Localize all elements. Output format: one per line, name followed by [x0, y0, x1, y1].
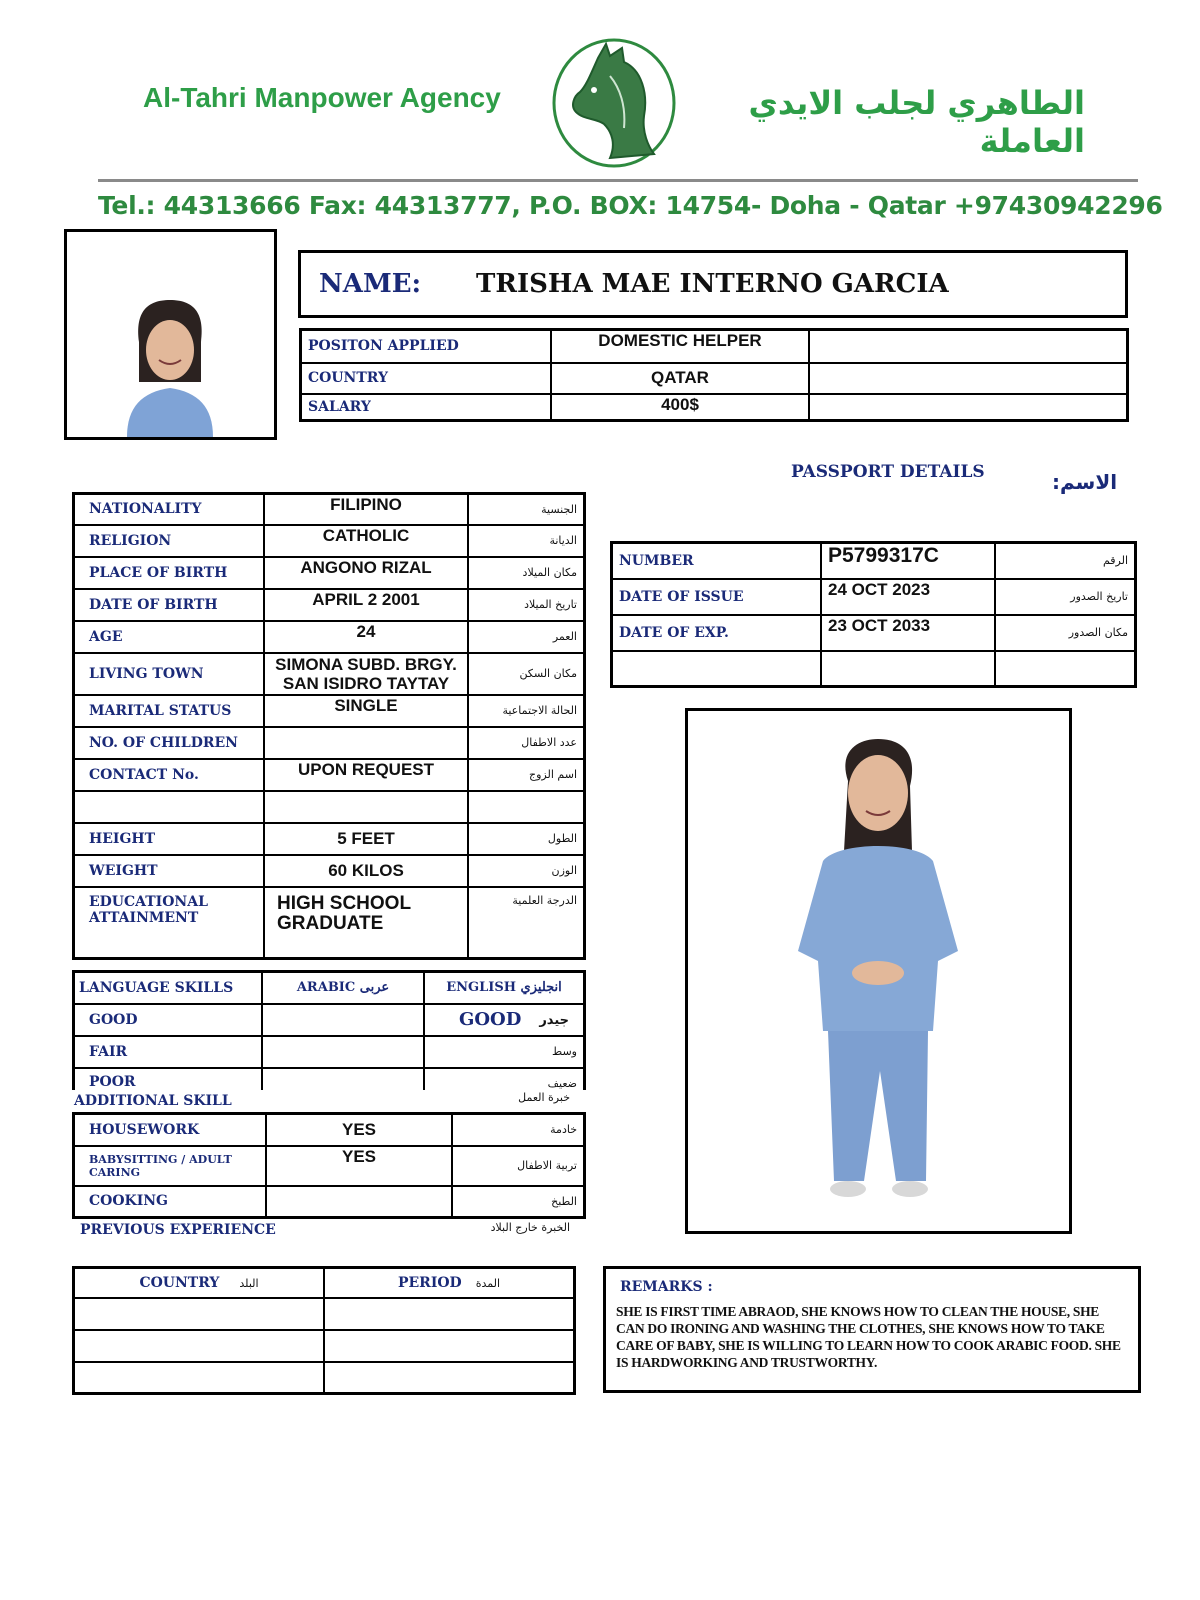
- passport-table: [610, 541, 1137, 688]
- table-row: [612, 543, 1136, 579]
- table-row: [74, 823, 585, 855]
- country-label: COUNTRY: [301, 363, 552, 394]
- children-label: NO. OF CHILDREN: [74, 727, 265, 759]
- housework-arabic: خادمة: [452, 1114, 585, 1146]
- nationality-label: NATIONALITY: [74, 494, 265, 525]
- issue-date-label: DATE OF ISSUE: [612, 579, 822, 615]
- passport-number-value: P5799317C: [821, 543, 995, 579]
- name-box: [298, 250, 1128, 318]
- english-good-value: GOOD: [459, 1009, 522, 1030]
- babysitting-arabic: تربية الاطفال: [452, 1146, 585, 1186]
- religion-arabic: الديانة: [468, 525, 585, 557]
- empty-cell: [821, 651, 995, 687]
- country-column-arabic: البلد: [239, 1276, 259, 1290]
- date-of-birth-value: APRIL 2 2001: [264, 589, 468, 621]
- height-label: HEIGHT: [74, 823, 265, 855]
- table-row: [74, 621, 585, 653]
- horse-head-logo-icon: [550, 36, 678, 170]
- period-column-arabic: المدة: [475, 1276, 501, 1290]
- religion-value: CATHOLIC: [264, 525, 468, 557]
- weight-arabic: الوزن: [468, 855, 585, 887]
- empty-cell: [809, 330, 1128, 363]
- table-row: [74, 1068, 585, 1090]
- remarks-text: SHE IS FIRST TIME ABRAOD, SHE KNOWS HOW TO CLEAN THE HOUSE, SHE CAN DO IRONING AND WASHING THE CLOTHES, SHE KNOWS HOW TO TAKE CARE OF BABY, SHE IS WILLING TO LEARN HOW TO COOK ARABIC FOOD. SHE IS HARDWORKING AND TRUSTWORTHY.: [616, 1304, 1121, 1370]
- agency-name-arabic: الطاهري لجلب الايدي العاملة: [748, 84, 1085, 160]
- date-of-birth-label: DATE OF BIRTH: [74, 589, 265, 621]
- cooking-label: COOKING: [74, 1186, 267, 1218]
- table-row: [74, 759, 585, 791]
- period-column-header: [324, 1268, 575, 1298]
- table-row: [74, 557, 585, 589]
- applicant-full-body-photo: [685, 708, 1072, 1234]
- age-label: AGE: [74, 621, 265, 653]
- previous-experience-table: [72, 1266, 576, 1395]
- empty-cell: [74, 1298, 325, 1330]
- country-column-header: [74, 1268, 325, 1298]
- table-row: [301, 363, 1128, 394]
- nationality-value: FILIPINO: [264, 494, 468, 525]
- passport-details-title: PASSPORT DETAILS: [791, 462, 985, 482]
- table-row: [301, 330, 1128, 363]
- education-value: HIGH SCHOOL GRADUATE: [264, 887, 468, 959]
- fair-label: FAIR: [74, 1036, 263, 1068]
- place-of-birth-label: PLACE OF BIRTH: [74, 557, 265, 589]
- table-row: [74, 695, 585, 727]
- table-row: [74, 972, 585, 1004]
- babysitting-value: YES: [266, 1146, 452, 1186]
- education-arabic: الدرجة العلمية: [468, 887, 585, 959]
- empty-cell: [809, 363, 1128, 394]
- expiry-date-arabic: مكان الصدور: [995, 615, 1136, 651]
- salary-label: SALARY: [301, 394, 552, 421]
- passport-number-label: NUMBER: [612, 543, 822, 579]
- living-town-arabic: مكان السكن: [468, 653, 585, 695]
- table-row: [74, 1146, 585, 1186]
- position-value: DOMESTIC HELPER: [551, 330, 809, 363]
- additional-skill-title-arabic: خبرة العمل: [518, 1091, 570, 1104]
- table-row: [74, 1004, 585, 1036]
- empty-cell: [324, 1298, 575, 1330]
- table-row: [74, 1036, 585, 1068]
- table-row: [74, 589, 585, 621]
- arabic-poor-value: [262, 1068, 424, 1090]
- name-arabic-label: الاسم:: [1052, 470, 1118, 494]
- applicant-name: TRISHA MAE INTERNO GARCIA: [476, 269, 949, 299]
- empty-cell: [74, 791, 265, 823]
- position-label: POSITON APPLIED: [301, 330, 552, 363]
- housework-value: YES: [266, 1114, 452, 1146]
- place-of-birth-arabic: مكان الميلاد: [468, 557, 585, 589]
- children-value: [264, 727, 468, 759]
- cooking-arabic: الطبخ: [452, 1186, 585, 1218]
- issue-date-value: 24 OCT 2023: [821, 579, 995, 615]
- table-row: [74, 1114, 585, 1146]
- table-row: [74, 1362, 575, 1394]
- passport-number-arabic: الرقم: [995, 543, 1136, 579]
- weight-label: WEIGHT: [74, 855, 265, 887]
- height-value: 5 FEET: [264, 823, 468, 855]
- table-row: [612, 651, 1136, 687]
- application-table: [299, 328, 1129, 422]
- empty-cell: [995, 651, 1136, 687]
- contact-label: CONTACT No.: [74, 759, 265, 791]
- agency-name-english: Al-Tahri Manpower Agency: [143, 82, 501, 113]
- empty-cell: [264, 791, 468, 823]
- empty-cell: [324, 1330, 575, 1362]
- empty-cell: [612, 651, 822, 687]
- table-row: [74, 525, 585, 557]
- additional-skill-table: [72, 1112, 586, 1219]
- empty-cell: [468, 791, 585, 823]
- english-good-cell: [424, 1004, 585, 1036]
- cooking-value: [266, 1186, 452, 1218]
- previous-experience-title: PREVIOUS EXPERIENCE: [80, 1222, 276, 1238]
- education-label: EDUCATIONAL ATTAINMENT: [74, 887, 265, 959]
- salary-value: 400$: [551, 394, 809, 421]
- arabic-fair-value: [262, 1036, 424, 1068]
- marital-status-arabic: الحالة الاجتماعية: [468, 695, 585, 727]
- poor-arabic: ضعيف: [424, 1068, 585, 1090]
- fair-arabic: وسط: [424, 1036, 585, 1068]
- agency-contact-line: Tel.: 44313666 Fax: 44313777, P.O. BOX: 14754- Doha - Qatar +97430942296: [98, 191, 1163, 220]
- header-divider: [98, 179, 1138, 182]
- good-arabic: جيدر: [539, 1012, 569, 1028]
- expiry-date-label: DATE OF EXP.: [612, 615, 822, 651]
- table-row: [74, 1330, 575, 1362]
- table-row: [74, 1298, 575, 1330]
- babysitting-label: BABYSITTING / ADULT CARING: [74, 1146, 267, 1186]
- table-row: [612, 579, 1136, 615]
- table-row: [74, 791, 585, 823]
- marital-status-value: SINGLE: [264, 695, 468, 727]
- personal-details-table: [72, 492, 586, 960]
- marital-status-label: MARITAL STATUS: [74, 695, 265, 727]
- issue-date-arabic: تاريخ الصدور: [995, 579, 1136, 615]
- table-row: [74, 653, 585, 695]
- date-of-birth-arabic: تاريخ الميلاد: [468, 589, 585, 621]
- country-value: QATAR: [551, 363, 809, 394]
- good-label: GOOD: [74, 1004, 263, 1036]
- poor-label: POOR: [74, 1068, 263, 1090]
- housework-label: HOUSEWORK: [74, 1114, 267, 1146]
- country-column-label: COUNTRY: [139, 1274, 220, 1291]
- table-row: [74, 887, 585, 959]
- empty-cell: [74, 1362, 325, 1394]
- remarks-title: REMARKS :: [620, 1279, 713, 1295]
- table-row: [612, 615, 1136, 651]
- table-row: [301, 394, 1128, 421]
- table-row: [74, 1186, 585, 1218]
- contact-arabic: اسم الزوج: [468, 759, 585, 791]
- living-town-value: SIMONA SUBD. BRGY. SAN ISIDRO TAYTAY: [264, 653, 468, 695]
- period-column-label: PERIOD: [397, 1274, 462, 1291]
- empty-cell: [324, 1362, 575, 1394]
- remarks-box: [603, 1266, 1141, 1393]
- expiry-date-value: 23 OCT 2033: [821, 615, 995, 651]
- height-arabic: الطول: [468, 823, 585, 855]
- table-row: [74, 1268, 575, 1298]
- table-row: [74, 855, 585, 887]
- arabic-good-value: [262, 1004, 424, 1036]
- empty-cell: [809, 394, 1128, 421]
- arabic-column-header: ARABIC عربى: [262, 972, 424, 1004]
- empty-cell: [74, 1330, 325, 1362]
- place-of-birth-value: ANGONO RIZAL: [264, 557, 468, 589]
- portrait-figure-icon: [67, 232, 274, 437]
- weight-value: 60 KILOS: [264, 855, 468, 887]
- living-town-label: LIVING TOWN: [74, 653, 265, 695]
- additional-skill-title: ADDITIONAL SKILL: [74, 1093, 232, 1109]
- age-arabic: العمر: [468, 621, 585, 653]
- full-body-figure-icon: [688, 711, 1069, 1231]
- children-arabic: عدد الاطفال: [468, 727, 585, 759]
- language-skills-table: [72, 970, 586, 1090]
- religion-label: RELIGION: [74, 525, 265, 557]
- age-value: 24: [264, 621, 468, 653]
- english-column-header: ENGLISH انجليزي: [424, 972, 585, 1004]
- applicant-portrait-photo: [64, 229, 277, 440]
- table-row: [74, 494, 585, 525]
- previous-experience-title-arabic: الخبرة خارج البلاد: [490, 1221, 570, 1234]
- contact-value: UPON REQUEST: [264, 759, 468, 791]
- language-skills-title: LANGUAGE SKILLS: [74, 972, 263, 1004]
- nationality-arabic: الجنسية: [468, 494, 585, 525]
- name-label: NAME:: [319, 269, 422, 299]
- table-row: [74, 727, 585, 759]
